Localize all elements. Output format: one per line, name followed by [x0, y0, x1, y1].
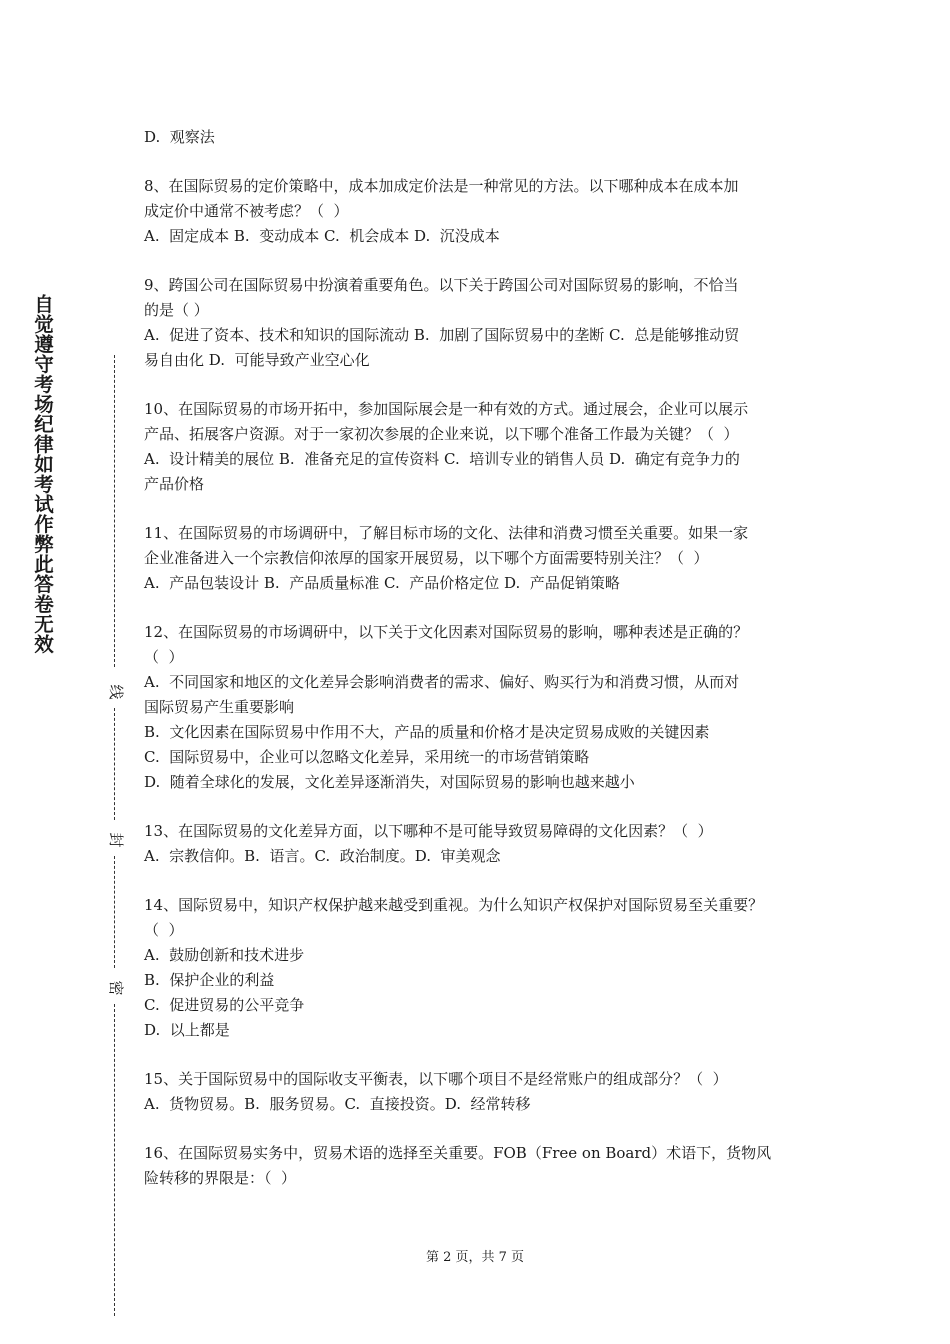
binding-notice: 自觉遵守考场纪律如考试作弊此答卷无效 — [34, 293, 54, 656]
text-line: D. 观察法 — [144, 128, 215, 146]
text-line: 15、关于国际贸易中的国际收支平衡表，以下哪个项目不是经常账户的组成部分？（ ） — [144, 1070, 728, 1088]
text-line: A. 货物贸易。B. 服务贸易。C. 直接投资。D. 经常转移 — [144, 1095, 531, 1113]
text-line: A. 产品包装设计 B. 产品质量标准 C. 产品价格定位 D. 产品促销策略 — [144, 574, 620, 592]
text-line: 12、在国际贸易的市场调研中，以下关于文化因素对国际贸易的影响，哪种表述是正确的？ — [144, 623, 749, 641]
text-line: C. 促进贸易的公平竞争 — [144, 996, 305, 1014]
text-line: 14、国际贸易中，知识产权保护越来越受到重视。为什么知识产权保护对国际贸易至关重要？ — [144, 896, 764, 914]
text-line: 13、在国际贸易的文化差异方面，以下哪种不是可能导致贸易障碍的文化因素？（ ） — [144, 822, 713, 840]
page-number: 第 2 页，共 7 页 — [425, 1250, 525, 1265]
text-line: 16、在国际贸易实务中，贸易术语的选择至关重要。FOB（Free on Board）术语下，货物风 — [144, 1144, 772, 1162]
question-block — [144, 1067, 814, 1117]
text-line: B. 文化因素在国际贸易中作用不大，产品的质量和价格才是决定贸易成败的关键因素 — [144, 723, 710, 741]
question-list — [144, 125, 814, 1191]
question-block — [144, 397, 814, 497]
text-line: （ ） — [144, 921, 184, 939]
binding-mark-secret: 密 — [108, 978, 124, 998]
question-block — [144, 893, 814, 1043]
text-line: 8、在国际贸易的定价策略中，成本加成定价法是一种常见的方法。以下哪种成本在成本加 — [144, 177, 739, 195]
text-line: D. 随着全球化的发展，文化差异逐渐消失，对国际贸易的影响也越来越小 — [144, 773, 635, 791]
question-block — [144, 125, 814, 150]
text-line: A. 宗教信仰。B. 语言。C. 政治制度。D. 审美观念 — [144, 847, 501, 865]
text-line: 10、在国际贸易的市场开拓中，参加国际展会是一种有效的方式。通过展会，企业可以展示 — [144, 400, 749, 418]
binding-dashed-line — [114, 1004, 115, 1316]
binding-dashed-line — [114, 355, 115, 667]
text-line: B. 保护企业的利益 — [144, 971, 275, 989]
text-line: C. 国际贸易中，企业可以忽略文化差异，采用统一的市场营销策略 — [144, 748, 590, 766]
text-line: 国际贸易产生重要影响 — [144, 698, 295, 716]
question-block — [144, 819, 814, 869]
question-block — [144, 521, 814, 596]
text-line: （ ） — [144, 648, 184, 666]
text-line: 产品、拓展客户资源。对于一家初次参展的企业来说，以下哪个准备工作最为关键？（ ） — [144, 425, 739, 443]
text-line: 的是（ ） — [144, 301, 209, 319]
question-block — [144, 273, 814, 373]
text-line: A. 固定成本 B. 变动成本 C. 机会成本 D. 沉没成本 — [144, 227, 500, 245]
text-line: A. 不同国家和地区的文化差异会影响消费者的需求、偏好、购买行为和消费习惯，从而对 — [144, 673, 740, 691]
text-line: 企业准备进入一个宗教信仰浓厚的国家开展贸易，以下哪个方面需要特别关注？（ ） — [144, 549, 709, 567]
text-line: 易自由化 D. 可能导致产业空心化 — [144, 351, 370, 369]
question-block — [144, 620, 814, 795]
binding-dashed-line — [114, 856, 115, 968]
binding-mark-line: 线 — [108, 682, 124, 702]
text-line: 产品价格 — [144, 475, 205, 493]
binding-dashed-line — [114, 708, 115, 820]
text-line: 成定价中通常不被考虑？（ ） — [144, 202, 349, 220]
text-line: A. 促进了资本、技术和知识的国际流动 B. 加剧了国际贸易中的垄断 C. 总是能够推动贸 — [144, 326, 740, 344]
text-line: D. 以上都是 — [144, 1021, 230, 1039]
text-line: A. 鼓励创新和技术进步 — [144, 946, 305, 964]
text-line: 险转移的界限是：（ ） — [144, 1169, 297, 1187]
binding-mark-seal: 封 — [108, 830, 124, 850]
text-line: A. 设计精美的展位 B. 准备充足的宣传资料 C. 培训专业的销售人员 D. 确定有竞争力的 — [144, 450, 740, 468]
text-line: 9、跨国公司在国际贸易中扮演着重要角色。以下关于跨国公司对国际贸易的影响，不恰当 — [144, 276, 739, 294]
question-block — [144, 1141, 814, 1191]
question-block — [144, 174, 814, 249]
text-line: 11、在国际贸易的市场调研中，了解目标市场的文化、法律和消费习惯至关重要。如果一家 — [144, 524, 749, 542]
